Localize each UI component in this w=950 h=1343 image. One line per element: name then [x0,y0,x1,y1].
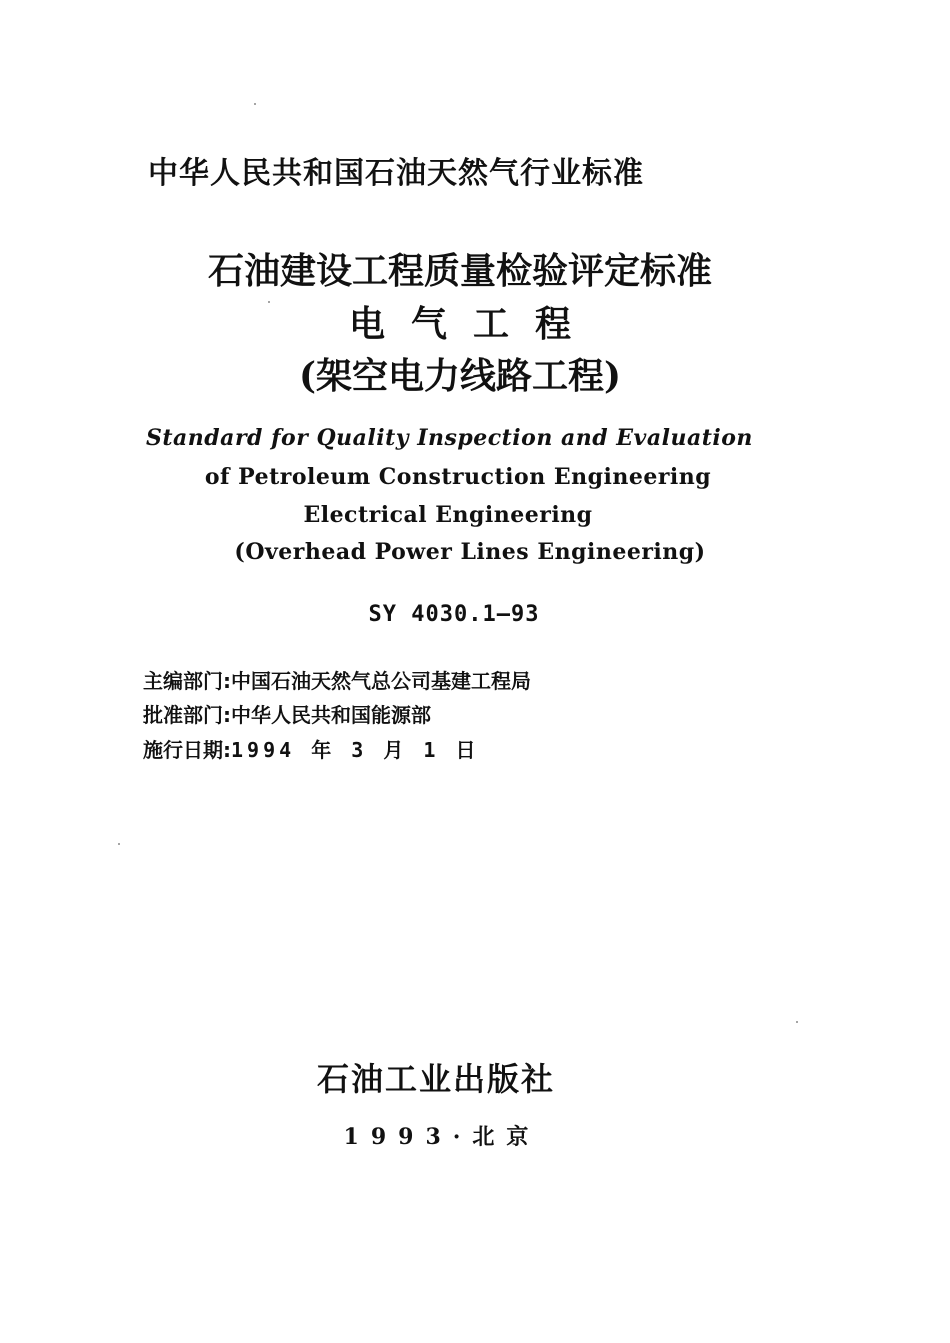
publisher-name: 石油工业出版社 [316,1060,555,1098]
scan-speck [268,301,270,303]
editor-department-value: 中国石油天然气总公司基建工程局 [231,669,531,693]
english-title-line: Electrical Engineering [303,502,593,528]
approver-department-row [143,699,431,728]
document-title: 石油建设工程质量检验评定标准 [207,250,712,292]
standard-organization: 中华人民共和国石油天然气行业标准 [148,156,644,191]
standard-code: SY 4030.1—93 [368,602,540,627]
english-title-line: Standard for Quality Inspection and Evaluation [146,425,753,451]
editor-department-label: 主编部门: [143,669,231,693]
effective-date-label: 施行日期: [143,738,231,762]
document-subtitle: 电气工程 [348,303,597,345]
editor-department-row [143,665,531,694]
english-title-line: of Petroleum Construction Engineering [204,464,712,490]
effective-date-row [143,734,479,763]
english-title-line: (Overhead Power Lines Engineering) [234,539,706,565]
approver-department-label: 批准部门: [143,703,231,727]
scan-speck [796,1021,798,1023]
document-subtitle-parenthetical: (架空电力线路工程) [298,355,622,397]
scan-speck [118,843,120,845]
scan-speck [254,103,256,105]
publication-place-year: 1993·北京 [343,1124,541,1150]
effective-date-value: 1994 年 3 月 1 日 [231,738,480,762]
approver-department-value: 中华人民共和国能源部 [231,703,431,727]
